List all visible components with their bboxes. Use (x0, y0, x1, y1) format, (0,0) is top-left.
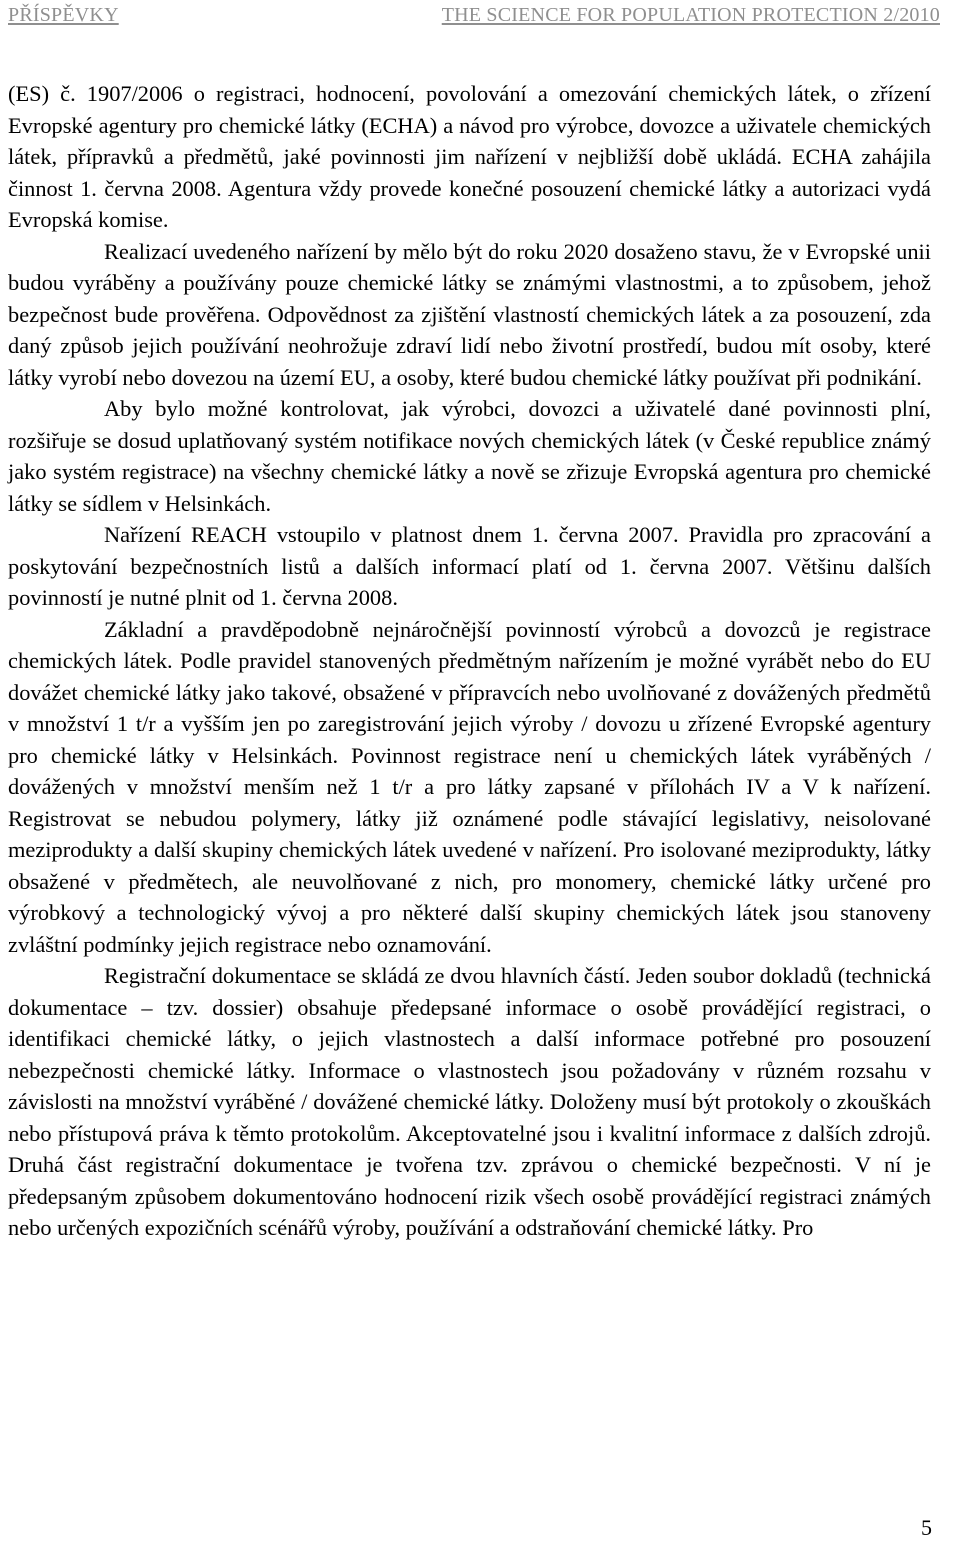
page-header (8, 4, 940, 30)
paragraph-4: Nařízení REACH vstoupilo v platnost dnem 1. června 2007. Pravidla pro zpracování a poskytování bezpečnostních listů a dalších informací platí od 1. června 2007. Většinu dalších povinností je nutné plnit od 1. června 2008. (8, 522, 931, 610)
article-body (8, 78, 931, 1244)
page-number: 5 (921, 1515, 932, 1540)
paragraph-2: Realizací uvedeného nařízení by mělo být do roku 2020 dosaženo stavu, že v Evropské unii budou vyráběny a používány pouze chemické látky se známými vlastnostmi, a to způsobem, jehož bezpečnost bude prověřena. Odpovědnost za zjištění vlastností chemických látek a za posouzení, zda daný způsob jejich používání neohrožuje zdraví lidí nebo životní prostředí, budou mít osoby, které látky vyrobí nebo dovezou na území EU, a osoby, které budou chemické látky používat při podnikání. (8, 238, 931, 390)
section-label: PŘÍSPĚVKY (8, 4, 119, 26)
paragraph-3: Aby bylo možné kontrolovat, jak výrobci, dovozci a uživatelé dané povinnosti plní, rozšiřuje se dosud uplatňovaný systém notifikace nových chemických látek (v České republice známý jako systém registrace) na všechny chemické látky a nově se zřizuje Evropská agentura pro chemické látky se sídlem v Helsinkách. (8, 396, 931, 516)
journal-title: THE SCIENCE FOR POPULATION PROTECTION 2/2010 (441, 4, 940, 26)
paragraph-5: Základní a pravděpodobně nejnáročnější povinností výrobců a dovozců je registrace chemických látek. Podle pravidel stanovených předmětným nařízením je možné vyrábět nebo do EU dovážet chemické látky jako takové, obsažené v přípravcích nebo uvolňované z dovážených předmětů v množství 1 t/r a vyšším jen po zaregistrování jejich výroby / dovozu u zřízené Evropské agentury pro chemické látky v Helsinkách. Povinnost registrace není u chemických látek vyráběných / dovážených v množství menším než 1 t/r a pro látky zapsané v přílohách IV a V k nařízení. Registrovat se nebudou polymery, látky již oznámené podle stávající legislativy, neisolované meziprodukty a další skupiny chemických látek uvedené v nařízení. Pro isolované meziprodukty, látky obsažené v předmětech, ale neuvolňované z nich, pro monomery, chemické látky určené pro výrobkový a technologický vývoj a pro některé další skupiny chemických látek jsou stanoveny zvláštní podmínky jejich registrace nebo oznamování. (8, 616, 931, 957)
paragraph-6: Registrační dokumentace se skládá ze dvou hlavních částí. Jeden soubor dokladů (technická dokumentace – tzv. dossier) obsahuje předepsané informace o osobě provádějící registraci, o identifikaci chemické látky, o jejich vlastnostech a další informace potřebné pro posouzení nebezpečnosti chemické látky. Informace o vlastnostech jsou požadovány v různém rozsahu v závislosti na množství vyráběné / dovážené chemické látky. Doloženy musí být protokoly o zkouškách nebo přístupová práva k těmto protokolům. Akceptovatelné jsou i kvalitní informace z dalších zdrojů. Druhá část registrační dokumentace je tvořena tzv. zprávou o chemické bezpečnosti. V ní je předepsaným způsobem dokumentováno hodnocení rizik všech osobě provádějící registraci známých nebo určených expozičních scénářů výroby, používání a odstraňování chemické látky. Pro (8, 963, 931, 1240)
paragraph-1: (ES) č. 1907/2006 o registraci, hodnocení, povolování a omezování chemických látek, o zřízení Evropské agentury pro chemické látky (ECHA) a návod pro výrobce, dovozce a uživatele chemických látek, přípravků a předmětů, jaké povinnosti jim nařízení v nejbližší době ukládá. ECHA zahájila činnost 1. června 2008. Agentura vždy provede konečné posouzení chemické látky a autorizaci vydá Evropská komise. (8, 81, 931, 232)
